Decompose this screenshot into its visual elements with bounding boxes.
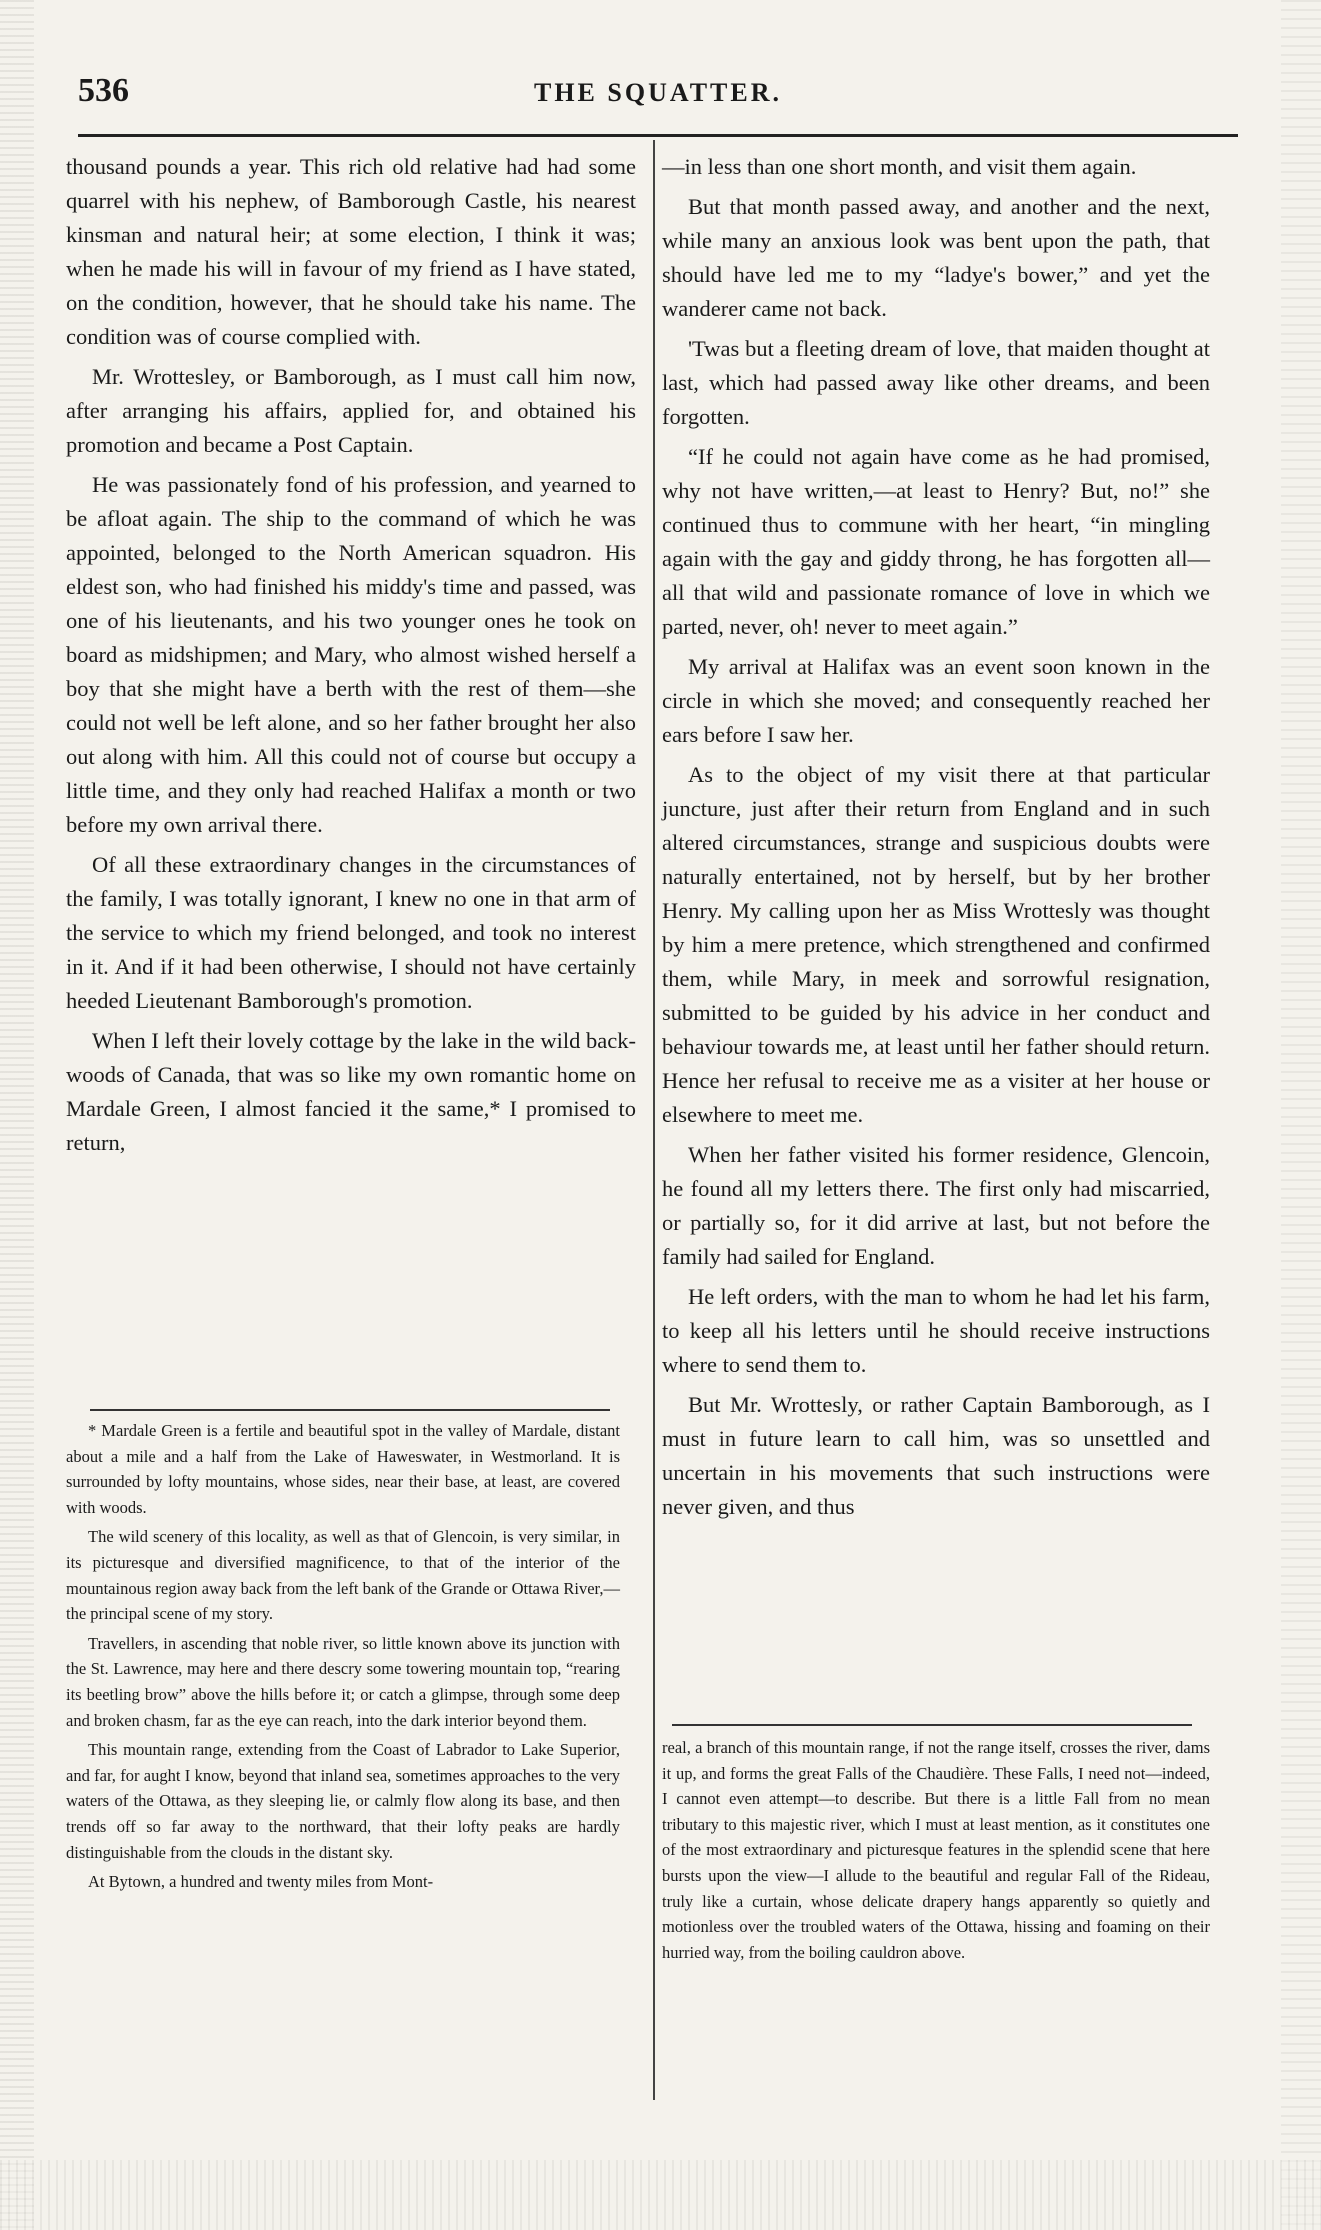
left-footnote-rule [90, 1409, 610, 1411]
right-paragraph-6: As to the object of my visit there at that particular juncture, just after their return from England and in such altered circumstances, strange and suspicious doubts were naturally entertained, not by herself, but by her brother Henry. My calling upon her as Miss Wrottesly was thought by him a mere pretence, which strengthened and confirmed them, while Mary, in meek and sorrowful resignation, submitted to be guided by his advice in her conduct and behaviour towards me, at least until her father should return. Hence her refusal to receive me as a visiter at her house or elsewhere to meet me. [662, 762, 1210, 1127]
right-footnote-rule [672, 1724, 1192, 1726]
footnote-paragraph-3: Travellers, in ascending that noble river, so little known above its junction with the St. Lawrence, may here and there descry some towering mountain top, “rearing its beetling brow” above the hills before it; or catch a glimpse, through some deep and broken chasm, far as the eye can reach, into the dark interior beyond them. [66, 1633, 620, 1730]
footnote-paragraph-2: The wild scenery of this locality, as well as that of Glencoin, is very similar, in its picturesque and diversified magnificence, to that of the interior of the mountainous region away back from the left bank of the Grande or Ottawa River,—the principal scene of my story. [66, 1527, 620, 1624]
left-paragraph-5: When I left their lovely cottage by the lake in the wild back-woods of Canada, that was so like my own romantic home on Mardale Green, I almost fancied it the same,* I promised to return, [66, 1028, 636, 1155]
left-paragraph-3: He was passionately fond of his profession, and yearned to be afloat again. The ship to the command of which he was appointed, belonged to the North American squadron. His eldest son, who had finished his middy's time and passed, was one of his lieutenants, and his two younger ones he took on board as midshipmen; and Mary, who almost wished herself a boy that she might have a berth with the rest of them—she could not well be left alone, and so her father brought her also out along with him. All this could not of course but occupy a little time, and they only had reached Halifax a month or two before my own arrival there. [66, 472, 636, 837]
right-paragraph-2: But that month passed away, and another and the next, while many an anxious look was bent upon the path, that should have led me to my “ladye's bower,” and yet the wanderer came not back. [662, 194, 1210, 321]
right-footnote [662, 1735, 1210, 2105]
right-column [662, 150, 1210, 1720]
right-paragraph-3: 'Twas but a fleeting dream of love, that maiden thought at last, which had passed away like other dreams, and been forgotten. [662, 336, 1210, 429]
right-paragraph-5: My arrival at Halifax was an event soon known in the circle in which she moved; and consequently reached her ears before I saw her. [662, 654, 1210, 747]
left-footnote [66, 1418, 620, 2090]
running-title: THE SQUATTER. [533, 78, 782, 107]
right-paragraph-1: —in less than one short month, and visit them again. [662, 154, 1137, 179]
left-edge-noise [0, 0, 34, 2230]
footnote-paragraph-4: This mountain range, extending from the Coast of Labrador to Lake Superior, and far, for aught I know, beyond that inland sea, sometimes approaches to the very waters of the Ottawa, as they sleeping lie, or calmly flow along its base, and then trends off so far away to the northward, that their lofty peaks are hardly distinguishable from the clouds in the distant sky. [66, 1740, 620, 1862]
right-paragraph-4: “If he could not again have come as he had promised, why not have written,—at least to Henry? But, no!” she continued thus to commune with her heart, “in mingling again with the gay and giddy throng, he has forgotten all—all that wild and passionate romance of love in which we parted, never, oh! never to meet again.” [662, 444, 1210, 639]
left-column [66, 150, 636, 1400]
left-paragraph-4: Of all these extraordinary changes in the circumstances of the family, I was totally ignorant, I knew no one in that arm of the service to which my friend belonged, and took no interest in it. And if it had been otherwise, I should not have certainly heeded Lieutenant Bamborough's promotion. [66, 852, 636, 1013]
right-paragraph-8: He left orders, with the man to whom he had let his farm, to keep all his letters until he should receive instructions where to send them to. [662, 1284, 1210, 1377]
header-rule [78, 134, 1238, 137]
footnote-paragraph-5: At Bytown, a hundred and twenty miles from Mont- [88, 1872, 434, 1892]
page-number: 536 [78, 72, 129, 109]
right-edge-noise [1281, 0, 1321, 2230]
column-divider [653, 140, 655, 2100]
footnote-paragraph-1: * Mardale Green is a fertile and beautiful spot in the valley of Mardale, distant about a mile and a half from the Lake of Haweswater, in Westmorland. It is surrounded by lofty mountains, whose sides, near their base, at least, are covered with woods. [66, 1421, 620, 1517]
right-paragraph-7: When her father visited his former residence, Glencoin, he found all my letters there. The first only had miscarried, or partially so, for it did arrive at last, but not before the family had sailed for England. [662, 1142, 1210, 1269]
bottom-edge-noise [0, 2160, 1321, 2230]
right-paragraph-9: But Mr. Wrottesly, or rather Captain Bamborough, as I must in future learn to call him, was so unsettled and uncertain in his movements that such instructions were never given, and thus [662, 1392, 1210, 1519]
left-paragraph-1: thousand pounds a year. This rich old relative had had some quarrel with his nephew, of Bamborough Castle, his nearest kinsman and natural heir; at some election, I think it was; when he made his will in favour of my friend as I have stated, on the condition, however, that he should take his name. The condition was of course complied with. [66, 154, 636, 349]
left-paragraph-2: Mr. Wrottesley, or Bamborough, as I must call him now, after arranging his affairs, applied for, and obtained his promotion and became a Post Captain. [66, 364, 636, 457]
footnote-continuation: real, a branch of this mountain range, if not the range itself, crosses the river, dams it up, and forms the great Falls of the Chaudière. These Falls, I need not—indeed, I cannot even attempt—to describe. But there is a little Fall from no mean tributary to this majestic river, which I must at least mention, as it constitutes one of the most extraordinary and picturesque features in the splendid scene that here bursts upon the view—I allude to the beautiful and regular Fall of the Rideau, truly like a curtain, whose delicate drapery hangs apparently so quietly and motionless over the troubled waters of the Ottawa, hissing and foaming on their hurried way, from the boiling cauldron above. [662, 1738, 1210, 1962]
page-header [78, 72, 1238, 116]
